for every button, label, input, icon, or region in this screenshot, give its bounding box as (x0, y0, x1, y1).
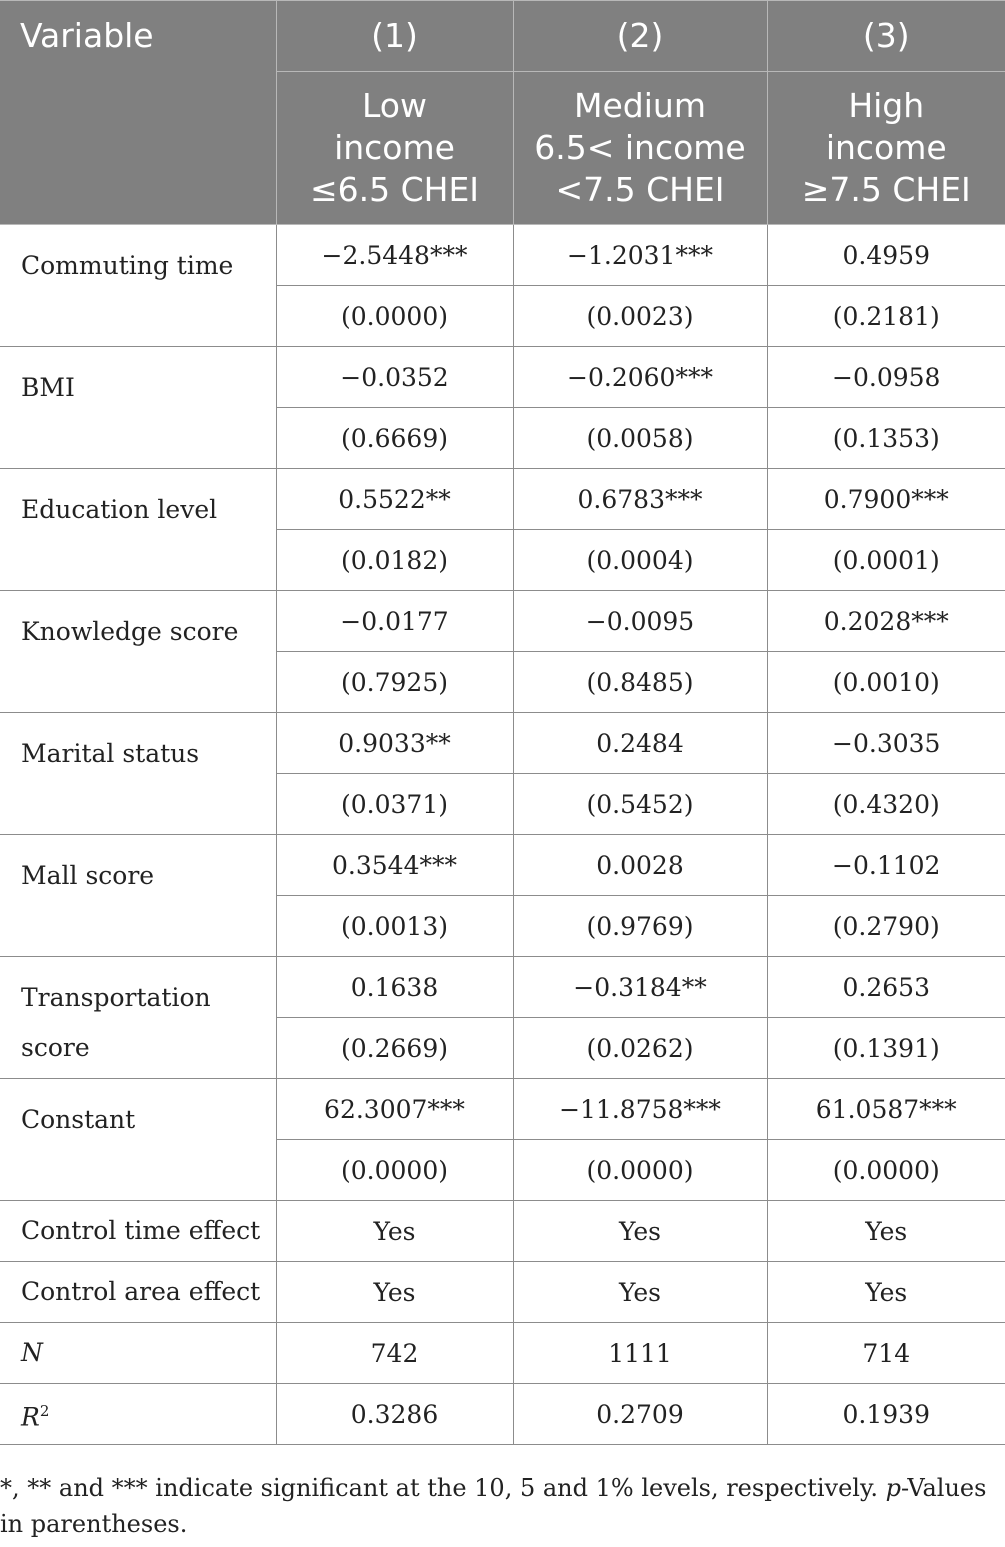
col-1-number: (1) (276, 1, 513, 72)
coef-cell: 0.5522** (276, 469, 513, 530)
pvalue-cell: (0.6669) (276, 408, 513, 469)
col-1-title-line1: Low (362, 86, 427, 125)
r-squared-label: R (21, 1402, 40, 1432)
value-cell: Yes (513, 1262, 767, 1323)
coef-cell: −0.0095 (513, 591, 767, 652)
coef-cell: −0.1102 (767, 835, 1005, 896)
col-3-title (767, 72, 1005, 225)
col-3-title-line2: income (825, 128, 947, 167)
row-label: Control area effect (0, 1262, 276, 1323)
pvalue-cell: (0.2669) (276, 1018, 513, 1079)
pvalue-cell: (0.0001) (767, 530, 1005, 591)
pvalue-cell: (0.0000) (513, 1140, 767, 1201)
coef-cell: 0.2484 (513, 713, 767, 774)
footnote-text-2: -Values in parentheses. (0, 1474, 987, 1538)
coef-cell: 0.9033** (276, 713, 513, 774)
coef-cell: −0.0958 (767, 347, 1005, 408)
value-cell: Yes (276, 1262, 513, 1323)
coef-cell: −0.3035 (767, 713, 1005, 774)
coef-cell: −11.8758*** (513, 1079, 767, 1140)
pvalue-cell: (0.0010) (767, 652, 1005, 713)
value-cell: 714 (767, 1323, 1005, 1384)
table-row (0, 957, 1005, 1018)
table-footnote (0, 1470, 1000, 1542)
pvalue-cell: (0.2790) (767, 896, 1005, 957)
coef-cell: −2.5448*** (276, 225, 513, 286)
table-row (0, 1323, 1005, 1384)
col-1-title (276, 72, 513, 225)
table-row (0, 713, 1005, 774)
footnote-p-italic: p (885, 1474, 901, 1502)
row-label: Marital status (0, 713, 276, 835)
row-label: Education level (0, 469, 276, 591)
table-row (0, 1262, 1005, 1323)
value-cell: Yes (767, 1201, 1005, 1262)
coef-cell: −1.2031*** (513, 225, 767, 286)
row-label: BMI (0, 347, 276, 469)
coef-cell: 61.0587*** (767, 1079, 1005, 1140)
col-2-title (513, 72, 767, 225)
table-header (0, 1, 1005, 225)
col-2-title-line1: Medium (574, 86, 706, 125)
coef-cell: 0.6783*** (513, 469, 767, 530)
pvalue-cell: (0.1391) (767, 1018, 1005, 1079)
pvalue-cell: (0.0182) (276, 530, 513, 591)
col-2-number: (2) (513, 1, 767, 72)
row-label: Commuting time (0, 225, 276, 347)
pvalue-cell: (0.5452) (513, 774, 767, 835)
coef-cell: −0.2060*** (513, 347, 767, 408)
pvalue-cell: (0.0004) (513, 530, 767, 591)
coef-cell: 0.2653 (767, 957, 1005, 1018)
pvalue-cell: (0.0023) (513, 286, 767, 347)
footnote-text-1: *, ** and *** indicate significant at the 10, 5 and 1% levels, respectively. (0, 1474, 886, 1502)
table-row (0, 225, 1005, 286)
row-label: Transportation score (0, 957, 276, 1079)
pvalue-cell: (0.0058) (513, 408, 767, 469)
table-body (0, 225, 1005, 1445)
col-2-title-line3: <7.5 CHEI (555, 170, 725, 209)
col-3-number: (3) (767, 1, 1005, 72)
row-label: Control time effect (0, 1201, 276, 1262)
table-row (0, 835, 1005, 896)
table-row (0, 1201, 1005, 1262)
coef-cell: 62.3007*** (276, 1079, 513, 1140)
pvalue-cell: (0.9769) (513, 896, 767, 957)
pvalue-cell: (0.0000) (276, 1140, 513, 1201)
pvalue-cell: (0.7925) (276, 652, 513, 713)
col-2-title-line2: 6.5< income (534, 128, 746, 167)
coef-cell: 0.7900*** (767, 469, 1005, 530)
pvalue-cell: (0.0262) (513, 1018, 767, 1079)
row-label: N (0, 1323, 276, 1384)
table-row (0, 347, 1005, 408)
coef-cell: −0.0352 (276, 347, 513, 408)
table-row (0, 1079, 1005, 1140)
value-cell: 742 (276, 1323, 513, 1384)
coef-cell: 0.1638 (276, 957, 513, 1018)
pvalue-cell: (0.2181) (767, 286, 1005, 347)
coef-cell: −0.3184** (513, 957, 767, 1018)
variable-header: Variable (0, 1, 276, 225)
table-row (0, 591, 1005, 652)
coef-cell: −0.0177 (276, 591, 513, 652)
value-cell: Yes (513, 1201, 767, 1262)
row-label: Knowledge score (0, 591, 276, 713)
coef-cell: 0.4959 (767, 225, 1005, 286)
coef-cell: 0.3544*** (276, 835, 513, 896)
col-1-title-line3: ≤6.5 CHEI (309, 170, 480, 209)
row-label (0, 1384, 276, 1445)
col-3-title-line3: ≥7.5 CHEI (801, 170, 971, 209)
value-cell: Yes (276, 1201, 513, 1262)
value-cell: Yes (767, 1262, 1005, 1323)
value-cell: 0.1939 (767, 1384, 1005, 1445)
col-3-title-line1: High (848, 86, 925, 125)
col-1-title-line2: income (334, 128, 455, 167)
pvalue-cell: (0.0013) (276, 896, 513, 957)
pvalue-cell: (0.4320) (767, 774, 1005, 835)
coef-cell: 0.0028 (513, 835, 767, 896)
pvalue-cell: (0.0371) (276, 774, 513, 835)
pvalue-cell: (0.1353) (767, 408, 1005, 469)
value-cell: 0.2709 (513, 1384, 767, 1445)
pvalue-cell: (0.0000) (276, 286, 513, 347)
table-row (0, 469, 1005, 530)
r-squared-exponent: 2 (39, 1401, 50, 1420)
pvalue-cell: (0.0000) (767, 1140, 1005, 1201)
table-row (0, 1384, 1005, 1445)
value-cell: 0.3286 (276, 1384, 513, 1445)
value-cell: 1111 (513, 1323, 767, 1384)
pvalue-cell: (0.8485) (513, 652, 767, 713)
row-label: Constant (0, 1079, 276, 1201)
coef-cell: 0.2028*** (767, 591, 1005, 652)
row-label: Mall score (0, 835, 276, 957)
